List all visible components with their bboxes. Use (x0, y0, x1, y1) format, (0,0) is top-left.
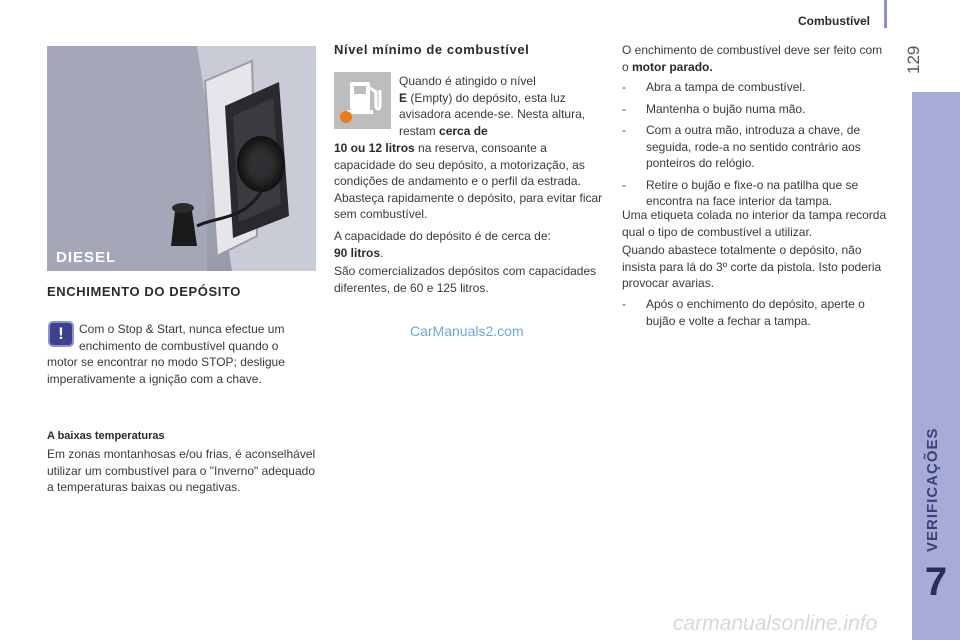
fuel-text-c: (Empty) do depósito, esta luz avisadora acende-se. Nesta altura, restam (399, 90, 586, 138)
min-level-heading: Nível mínimo de combustível (334, 42, 530, 57)
intro-text: O enchimento de combustível deve ser feito com o (622, 43, 883, 74)
dash: - (622, 177, 626, 192)
capacity-label: A capacidade do depósito é de cerca de: (334, 229, 551, 243)
low-temp-text: Em zonas montanhosas e/ou frias, é aconselhável utilizar um combustível para o "Inverno" adequado a temperaturas baixas ou negativas. (47, 447, 316, 494)
list-item (622, 177, 892, 210)
capacity-value: 90 litros (334, 245, 381, 260)
chapter-label: VERIFICAÇÕES (924, 427, 941, 552)
low-temp-heading: A baixas temperaturas (47, 430, 165, 442)
procedure-steps (622, 79, 892, 215)
section-title: Combustível (798, 14, 871, 28)
fuel-warning-text (399, 73, 599, 139)
full-tank-text: Quando abastece totalmente o depósito, não insista para lá do 3º corte da pistola. Isto poderia provocar avarias. (622, 243, 882, 290)
header-divider (884, 0, 887, 28)
step-text: Mantenha o bujão numa mão. (646, 101, 806, 116)
page-number: 129 (904, 45, 923, 74)
chapter-side-tab (912, 92, 960, 640)
procedure-intro (622, 42, 892, 75)
exclamation-icon: ! (48, 321, 74, 347)
tank-options-text: São comercializados depósitos com capacidades diferentes, de 60 e 125 litros. (334, 264, 597, 295)
warning-text-line2: motor se encontrar no modo STOP; desligue imperativamente a ignição com a chave. (47, 355, 285, 386)
list-item (622, 296, 892, 329)
dash: - (622, 101, 626, 116)
fuel-text-empty-letter: E (399, 90, 408, 105)
dash: - (622, 123, 626, 137)
warning-text-line1: Com o Stop & Start, nunca efectue um enchimento de combustível quando o (79, 322, 285, 353)
list-item (622, 122, 892, 172)
footer-watermark: carmanualsonline.info (673, 612, 878, 635)
fuel-pump-icon (334, 72, 391, 129)
dash: - (622, 297, 626, 311)
list-item (622, 79, 892, 96)
chapter-number: 7 (924, 560, 948, 604)
fuel-text-about: cerca de (439, 123, 488, 138)
watermark-text: CarManuals2.com (410, 323, 524, 339)
dash: - (622, 80, 626, 94)
list-item (622, 101, 892, 118)
step-text: Após o enchimento do depósito, aperte o bujão e volte a fechar a tampa. (646, 297, 865, 328)
step-text: Abra a tampa de combustível. (646, 80, 806, 94)
fuel-reserve-text (334, 140, 604, 223)
fuel-label-text: Uma etiqueta colada no interior da tampa recorda qual o tipo de combustível a utilizar. (622, 208, 887, 239)
step-text: Retire o bujão e fixe-o na patilha que se encontra na face interior da tampa. (646, 177, 859, 208)
capacity-period: . (380, 245, 384, 260)
engine-off-text: motor parado. (632, 59, 713, 74)
fuel-text-a: Quando é atingido o nível (399, 74, 536, 88)
step-text: Com a outra mão, introduza a chave, de seguida, rode-a no sentido contrário aos ponteiros do relógio. (646, 123, 861, 170)
fuel-filler-illustration (47, 46, 316, 271)
reserve-text: na reserva, consoante a capacidade do seu depósito, a motorização, as condições de andamento e o perfil da estrada. Abasteça rapidamente o depósito, para evitar ficar sem combustível. (334, 141, 603, 221)
final-step-list (622, 296, 892, 334)
capacity-text (334, 228, 604, 261)
reserve-litres: 10 ou 12 litros (334, 141, 415, 155)
diesel-label: DIESEL (56, 249, 117, 266)
filling-heading: ENCHIMENTO DO DEPÓSITO (47, 284, 242, 299)
fuel-filler-photo (47, 46, 316, 271)
